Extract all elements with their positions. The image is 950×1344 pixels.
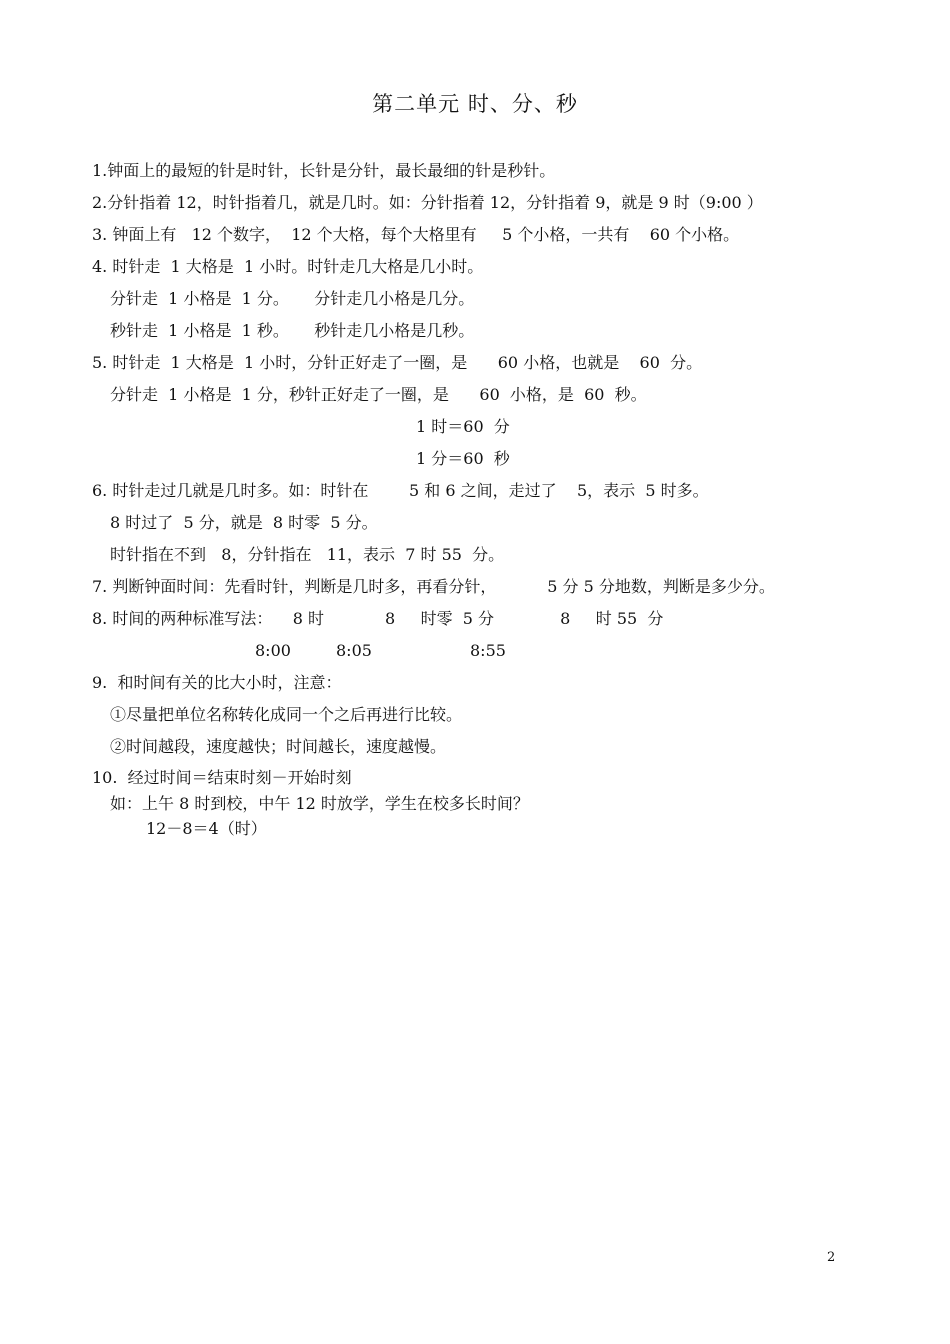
item-5-minute: 分针走 1 小格是 1 分，秒针正好走了一圈，是 60 小格，是 60 秒。 <box>110 385 647 404</box>
time-format-805: 8:05 <box>336 641 372 660</box>
item-4-second: 秒针走 1 小格是 1 秒。 秒针走几小格是几秒。 <box>110 321 475 340</box>
item-6-example-2: 时针指在不到 8，分针指在 11，表示 7 时 55 分。 <box>110 545 505 564</box>
item-7: 7. 判断钟面时间：先看时针，判断是几时多，再看分针， 5 分 5 分地数，判断是多少分。 <box>92 577 775 596</box>
page-number: 2 <box>827 1250 836 1265</box>
item-10-calculation: 12－8＝4（时） <box>146 819 267 838</box>
item-3: 3. 钟面上有 12 个数字， 12 个大格，每个大格里有 5 个小格，一共有 60 个小格。 <box>92 225 740 244</box>
item-9: 9. 和时间有关的比大小时，注意： <box>92 673 342 692</box>
formula-minute: 1 分＝60 秒 <box>416 449 510 468</box>
formula-hour: 1 时＝60 分 <box>416 417 510 436</box>
item-10: 10. 经过时间＝结束时刻－开始时刻 <box>92 768 352 787</box>
item-6-example-1: 8 时过了 5 分，就是 8 时零 5 分。 <box>110 513 378 532</box>
time-format-855: 8:55 <box>470 641 506 660</box>
time-format-800: 8:00 <box>255 641 291 660</box>
item-2: 2.分针指着 12，时针指着几，就是几时。如：分针指着 12，分针指着 9，就是 9 时（9:00 ） <box>92 193 763 212</box>
item-1: 1.钟面上的最短的针是时针，长针是分针，最长最细的针是秒针。 <box>92 161 556 180</box>
item-8: 8. 时间的两种标准写法： 8 时 8 时零 5 分 8 时 55 分 <box>92 609 664 628</box>
item-9-note-1: ①尽量把单位名称转化成同一个之后再进行比较。 <box>110 705 463 724</box>
item-10-example: 如：上午 8 时到校，中午 12 时放学，学生在校多长时间？ <box>110 794 529 813</box>
item-5: 5. 时针走 1 大格是 1 小时，分针正好走了一圈，是 60 小格，也就是 60 分。 <box>92 353 703 372</box>
item-6: 6. 时针走过几就是几时多。如：时针在 5 和 6 之间，走过了 5，表示 5 时多。 <box>92 481 709 500</box>
item-4: 4. 时针走 1 大格是 1 小时。时针走几大格是几小时。 <box>92 257 484 276</box>
item-9-note-2: ②时间越段，速度越快；时间越长，速度越慢。 <box>110 737 447 756</box>
page-title: 第二单元 时、分、秒 <box>372 92 578 116</box>
item-4-minute: 分针走 1 小格是 1 分。 分针走几小格是几分。 <box>110 289 475 308</box>
